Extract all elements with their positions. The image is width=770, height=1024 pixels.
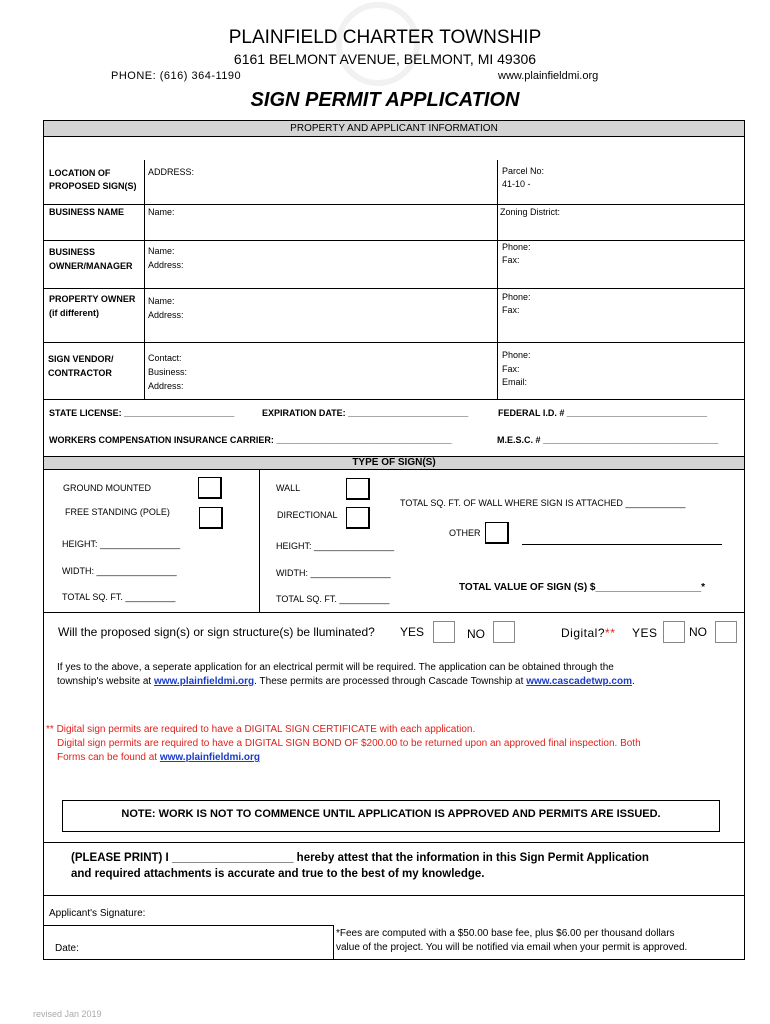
illuminated-no-label: NO <box>467 627 485 641</box>
height-left-field[interactable]: HEIGHT: ________________ <box>62 539 181 549</box>
applicant-signature-label: Applicant's Signature: <box>49 908 146 919</box>
wall-sqft-field[interactable]: TOTAL SQ. FT. OF WALL WHERE SIGN IS ATTACHED ____________ <box>400 498 686 508</box>
location-address-field[interactable] <box>200 162 490 198</box>
owner-name-address: Name: Address: <box>148 246 184 270</box>
digital-sign-note: ** Digital sign permits are required to have a DIGITAL SIGN CERTIFICATE with each application. Digital sign permits are required to have a DIGITAL SIGN BOND OF $200.00 to be returned upon an approved final inspection. Both Forms can be found at www.plainfieldmi.org <box>46 724 641 763</box>
owner-manager-label: BUSINESS OWNER/MANAGER <box>49 247 133 271</box>
width-left-field[interactable]: WIDTH: ________________ <box>62 566 177 576</box>
ground-mounted-checkbox[interactable] <box>198 477 222 499</box>
plainfield-forms-link[interactable]: www.plainfieldmi.org <box>159 752 261 763</box>
directional-checkbox[interactable] <box>346 507 370 529</box>
mesc-field[interactable]: M.E.S.C. # ___________________________________ <box>497 435 719 445</box>
business-name-field-label: Name: <box>148 207 175 217</box>
digital-yes-checkbox[interactable] <box>663 621 685 643</box>
business-name-label: BUSINESS NAME <box>49 207 125 217</box>
zoning-label: Zoning District: <box>500 207 561 217</box>
other-label: OTHER <box>449 528 481 538</box>
vendor-contact-fields: Contact: Business: Address: <box>148 353 188 391</box>
illuminated-yes-checkbox[interactable] <box>433 621 455 643</box>
expiration-date-field[interactable]: EXPIRATION DATE: ________________________ <box>262 408 469 418</box>
revision-note: revised Jan 2019 <box>33 1009 102 1019</box>
digital-label: Digital?** <box>561 626 616 640</box>
width-right-field[interactable]: WIDTH: ________________ <box>276 568 391 578</box>
sign-vendor-label: SIGN VENDOR/ CONTRACTOR <box>48 354 114 378</box>
directional-label: DIRECTIONAL <box>277 510 338 520</box>
cascade-link[interactable]: www.cascadetwp.com <box>526 676 632 687</box>
height-right-field[interactable]: HEIGHT: ________________ <box>276 541 395 551</box>
property-owner-label: PROPERTY OWNER (if different) <box>49 294 136 318</box>
attestation-text: (PLEASE PRINT) I ___________________ hereby attest that the information in this Sign Permit Application and required attachments is accurate and true to the best of my knowledge. <box>71 852 649 880</box>
total-sqft-right-field[interactable]: TOTAL SQ. FT. __________ <box>276 594 390 604</box>
owner-phone-fax: Phone: Fax: <box>502 242 531 265</box>
ground-mounted-label: GROUND MOUNTED <box>63 483 151 493</box>
vendor-phone-fax-email: Phone: Fax: Email: <box>502 350 531 387</box>
fees-note: *Fees are computed with a $50.00 base fee, plus $6.00 per thousand dollars value of the project. You will be notified via email when your permit is approved. <box>336 928 688 953</box>
township-address: 6161 BELMONT AVENUE, BELMONT, MI 49306 <box>233 51 537 67</box>
illuminated-yes-label: YES <box>400 625 425 639</box>
digital-no-label: NO <box>689 625 707 639</box>
wall-label: WALL <box>276 483 301 493</box>
township-name: PLAINFIELD CHARTER TOWNSHIP <box>228 27 542 48</box>
free-standing-checkbox[interactable] <box>199 507 223 529</box>
total-sqft-left-field[interactable]: TOTAL SQ. FT. __________ <box>62 592 176 602</box>
federal-id-field[interactable]: FEDERAL I.D. # ____________________________ <box>498 408 707 418</box>
plainfield-link[interactable]: www.plainfieldmi.org <box>153 676 255 687</box>
digital-yes-label: YES <box>632 626 658 640</box>
applicant-signature-field[interactable] <box>160 902 730 922</box>
other-checkbox[interactable] <box>485 522 509 544</box>
wall-checkbox[interactable] <box>346 478 370 500</box>
notice-text: NOTE: WORK IS NOT TO COMMENCE UNTIL APPLICATION IS APPROVED AND PERMITS ARE ISSUED. <box>121 808 661 820</box>
other-description-line[interactable] <box>522 544 722 545</box>
parcel-label: Parcel No: 41-10 - <box>502 166 545 189</box>
electrical-permit-note: If yes to the above, a seperate application for an electrical permit will be required. The application can be obtained through the township's website at www.plainfieldmi.org. These permits are processed through Cascade Township at www.cascadetwp.com. <box>57 662 635 687</box>
sign-type-heading: TYPE OF SIGN(S) <box>43 456 745 470</box>
location-label: LOCATION OF PROPOSED SIGN(S) <box>49 168 137 191</box>
township-website: www.plainfieldmi.org <box>498 70 599 82</box>
form-title: SIGN PERMIT APPLICATION <box>250 89 520 111</box>
address-label: ADDRESS: <box>148 167 195 177</box>
property-owner-name-address: Name: Address: <box>148 296 184 320</box>
illumination-question: Will the proposed sign(s) or sign structure(s) be lluminated? <box>58 625 375 639</box>
property-owner-phone-fax: Phone: Fax: <box>502 292 531 315</box>
digital-no-checkbox[interactable] <box>715 621 737 643</box>
total-value-field[interactable]: TOTAL VALUE OF SIGN (S) $___________________* <box>459 582 706 593</box>
workers-comp-field[interactable]: WORKERS COMPENSATION INSURANCE CARRIER: ___________________________________ <box>49 435 452 445</box>
township-phone: PHONE: (616) 364-1190 <box>111 70 242 82</box>
state-license-field[interactable]: STATE LICENSE: ______________________ <box>49 408 235 418</box>
date-label: Date: <box>55 943 79 954</box>
free-standing-label: FREE STANDING (POLE) <box>65 507 170 517</box>
illuminated-no-checkbox[interactable] <box>493 621 515 643</box>
property-section-heading: PROPERTY AND APPLICANT INFORMATION <box>43 120 745 137</box>
